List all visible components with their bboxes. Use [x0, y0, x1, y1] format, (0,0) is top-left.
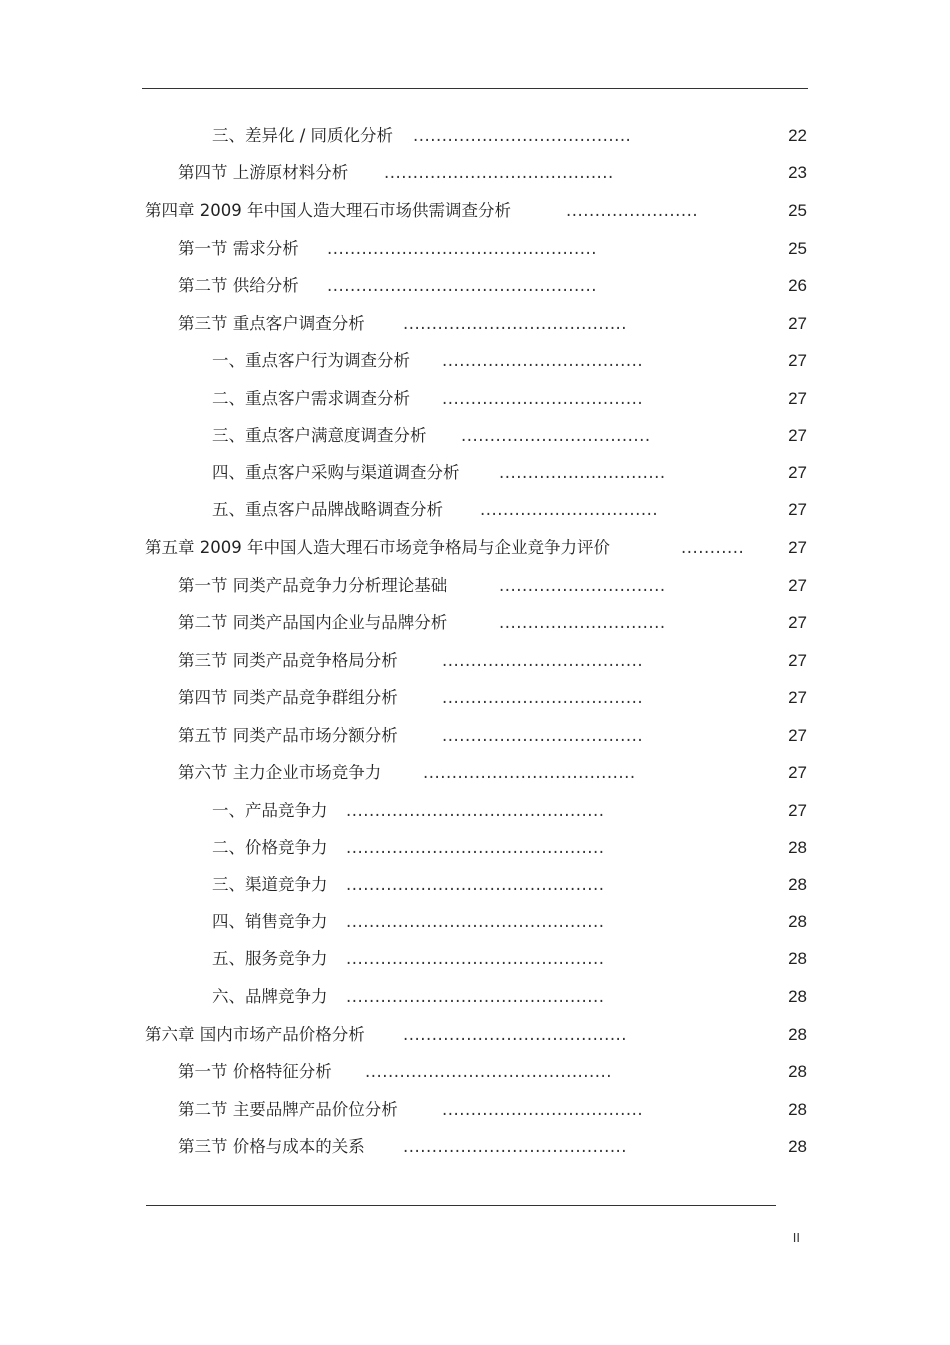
toc-page-number: 27: [788, 500, 807, 519]
toc-entry[interactable]: [0, 536, 950, 560]
toc-entry[interactable]: [0, 1098, 950, 1122]
toc-entry-title: 第四节 同类产品竞争群组分析: [178, 688, 398, 707]
toc-entry-title: 第一节 同类产品竞争力分析理论基础: [178, 576, 448, 595]
footer-rule: [146, 1205, 776, 1206]
toc-page-number: 28: [788, 949, 807, 968]
toc-page-number: 27: [788, 763, 807, 782]
toc-entry[interactable]: [0, 349, 950, 373]
toc-entry-title: 二、价格竞争力: [212, 838, 328, 857]
toc-leader-dots: .............................................: [346, 949, 605, 968]
toc-entry-title: 二、重点客户需求调查分析: [212, 389, 410, 408]
toc-page-number: 27: [788, 651, 807, 670]
toc-page-number: 27: [788, 688, 807, 707]
toc-leader-dots: ...................................: [442, 1100, 644, 1119]
toc-entry[interactable]: [0, 498, 950, 522]
toc-leader-dots: ...................................: [442, 688, 644, 707]
toc-entry[interactable]: [0, 461, 950, 485]
toc-entry-title: 四、销售竞争力: [212, 912, 328, 931]
toc-entry[interactable]: [0, 1060, 950, 1084]
page-number: II: [792, 1230, 800, 1245]
toc-leader-dots: ......................................: [413, 126, 632, 145]
toc-page-number: 27: [788, 801, 807, 820]
toc-entry-title: 第二节 主要品牌产品价位分析: [178, 1100, 398, 1119]
toc-entry[interactable]: [0, 947, 950, 971]
toc-leader-dots: .............................................: [346, 912, 605, 931]
toc-entry[interactable]: [0, 836, 950, 860]
toc-page-number: 28: [788, 1025, 807, 1044]
toc-entry-title: 五、重点客户品牌战略调查分析: [212, 500, 443, 519]
toc-entry-title: 三、重点客户满意度调查分析: [212, 426, 427, 445]
toc-leader-dots: .............................................: [346, 838, 605, 857]
toc-entry[interactable]: [0, 274, 950, 298]
header-rule: [142, 88, 808, 89]
toc-entry-title: 五、服务竞争力: [212, 949, 328, 968]
toc-entry[interactable]: [0, 611, 950, 635]
toc-page-number: 28: [788, 875, 807, 894]
toc-entry[interactable]: [0, 424, 950, 448]
toc-page-number: 23: [788, 163, 807, 182]
toc-leader-dots: ...........................................: [365, 1062, 613, 1081]
toc-entry[interactable]: [0, 1135, 950, 1159]
toc-entry-title: 第二节 供给分析: [178, 276, 299, 295]
toc-page-number: 27: [788, 463, 807, 482]
toc-page-number: 22: [788, 126, 807, 145]
toc-entry-title: 第三节 重点客户调查分析: [178, 314, 365, 333]
toc-entry[interactable]: [0, 910, 950, 934]
toc-leader-dots: .............................: [499, 463, 666, 482]
toc-entry-title: 四、重点客户采购与渠道调查分析: [212, 463, 460, 482]
toc-entry[interactable]: [0, 312, 950, 336]
toc-entry-title: 第六章 国内市场产品价格分析: [145, 1025, 365, 1044]
toc-entry-title: 六、品牌竞争力: [212, 987, 328, 1006]
toc-leader-dots: ...................................: [442, 351, 644, 370]
toc-page-number: 25: [788, 239, 807, 258]
toc-entry-title: 第六节 主力企业市场竞争力: [178, 763, 382, 782]
toc-entry-title: 第三节 同类产品竞争格局分析: [178, 651, 398, 670]
toc-page-number: 26: [788, 276, 807, 295]
toc-leader-dots: .......................................: [403, 1137, 628, 1156]
toc-entry-title: 第二节 同类产品国内企业与品牌分析: [178, 613, 448, 632]
toc-entry-title: 第五节 同类产品市场分额分析: [178, 726, 398, 745]
toc-entry[interactable]: [0, 387, 950, 411]
toc-entry-title: 第四节 上游原材料分析: [178, 163, 349, 182]
toc-page-number: 27: [788, 426, 807, 445]
toc-leader-dots: .................................: [461, 426, 651, 445]
toc-entry[interactable]: [0, 1023, 950, 1047]
toc-page-number: 27: [788, 576, 807, 595]
toc-leader-dots: ...................................: [442, 389, 644, 408]
toc-entry[interactable]: [0, 686, 950, 710]
toc-page-number: 27: [788, 726, 807, 745]
toc-entry-title: 一、重点客户行为调查分析: [212, 351, 410, 370]
toc-entry-title: 三、渠道竞争力: [212, 875, 328, 894]
toc-entry[interactable]: [0, 161, 950, 185]
toc-leader-dots: .......................................: [403, 314, 628, 333]
toc-leader-dots: .....................................: [423, 763, 636, 782]
toc-leader-dots: .............................: [499, 613, 666, 632]
toc-page-number: 25: [788, 201, 807, 220]
toc-page-number: 28: [788, 1137, 807, 1156]
toc-leader-dots: .............................................: [346, 801, 605, 820]
toc-entry[interactable]: [0, 649, 950, 673]
toc-leader-dots: ...............................................: [327, 276, 598, 295]
toc-entry[interactable]: [0, 799, 950, 823]
toc-leader-dots: ...........: [681, 538, 745, 557]
toc-page-number: 27: [788, 538, 807, 557]
toc-entry-title: 第一节 需求分析: [178, 239, 299, 258]
toc-leader-dots: ...................................: [442, 651, 644, 670]
toc-page-number: 28: [788, 1100, 807, 1119]
toc-entry-title: 一、产品竞争力: [212, 801, 328, 820]
toc-page-number: 27: [788, 314, 807, 333]
toc-page-number: 27: [788, 613, 807, 632]
toc-leader-dots: .......................: [566, 201, 699, 220]
toc-entry[interactable]: [0, 873, 950, 897]
toc-leader-dots: .............................................: [346, 987, 605, 1006]
toc-page-number: 27: [788, 389, 807, 408]
toc-entry[interactable]: [0, 237, 950, 261]
toc-entry-title: 第四章 2009 年中国人造大理石市场供需调查分析: [145, 201, 511, 220]
toc-entry-title: 第五章 2009 年中国人造大理石市场竞争格局与企业竞争力评价: [145, 538, 610, 557]
toc-entry[interactable]: [0, 199, 950, 223]
toc-entry[interactable]: [0, 985, 950, 1009]
toc-entry[interactable]: [0, 761, 950, 785]
toc-page-number: 28: [788, 987, 807, 1006]
toc-entry-title: 第一节 价格特征分析: [178, 1062, 332, 1081]
toc-entry-title: 三、差异化 / 同质化分析: [212, 126, 394, 145]
toc-page-number: 28: [788, 1062, 807, 1081]
toc-leader-dots: .......................................: [403, 1025, 628, 1044]
toc-entry[interactable]: [0, 724, 950, 748]
toc-leader-dots: .............................................: [346, 875, 605, 894]
toc-leader-dots: ........................................: [384, 163, 614, 182]
toc-entry[interactable]: [0, 574, 950, 598]
toc-entry[interactable]: [0, 124, 950, 148]
toc-leader-dots: ...............................................: [327, 239, 598, 258]
toc-page-number: 28: [788, 912, 807, 931]
toc-page-number: 27: [788, 351, 807, 370]
toc-page-number: 28: [788, 838, 807, 857]
toc-leader-dots: ...................................: [442, 726, 644, 745]
toc-leader-dots: ...............................: [480, 500, 659, 519]
toc-entry-title: 第三节 价格与成本的关系: [178, 1137, 365, 1156]
toc-leader-dots: .............................: [499, 576, 666, 595]
